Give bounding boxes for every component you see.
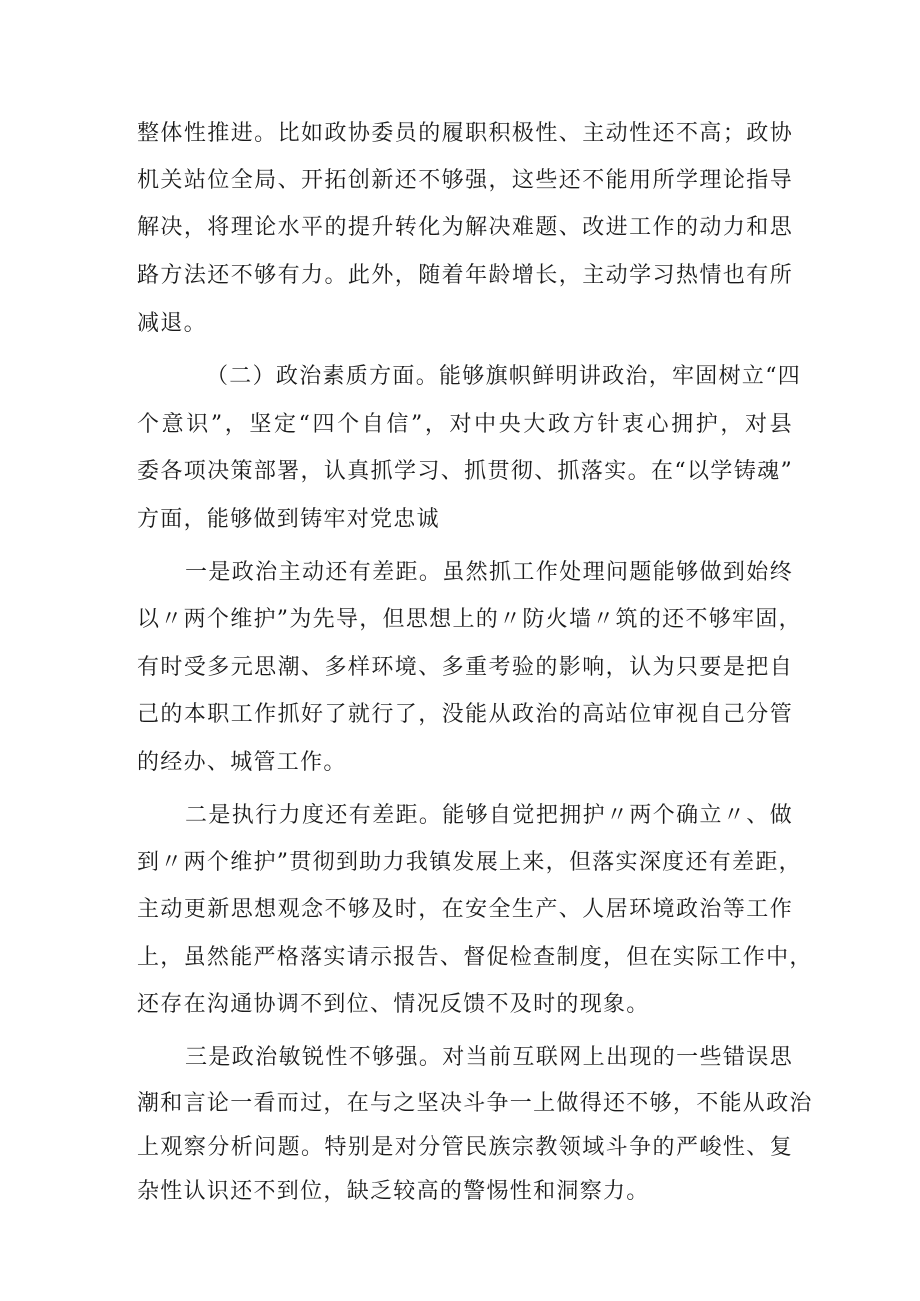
text-line: 解决，将理论水平的提升转化为解决难题、改进工作的动力和思 xyxy=(137,215,793,240)
text-line: 的经办、城管工作。 xyxy=(137,750,347,775)
text-line: 己的本职工作抓好了就行了，没能从政治的高站位审视自己分管 xyxy=(137,702,793,727)
text-line: 潮和言论一看而过，在与之坚决斗争一上做得还不够，不能从政治 xyxy=(137,1091,813,1116)
text-line: 委各项决策部署，认真抓学习、抓贯彻、抓落实。在“以学铸魂” xyxy=(137,459,793,484)
text-line: 方面，能够做到铸牢对党忠诚 xyxy=(137,507,440,532)
text-line: 上，虽然能严格落实请示报告、督促检查制度，但在实际工作中， xyxy=(137,945,813,970)
text-line: 路方法还不够有力。此外，随着年龄增长，主动学习热情也有所 xyxy=(137,263,793,288)
text-line: 上观察分析问题。特别是对分管民族宗教领域斗争的严峻性、复 xyxy=(137,1135,793,1160)
text-line: 还存在沟通协调不到位、情况反馈不及时的现象。 xyxy=(137,992,650,1017)
text-line: 三是政治敏锐性不够强。对当前互联网上出现的一些错误思 xyxy=(185,1045,793,1070)
text-line: 到〃两个维护”贯彻到助力我镇发展上来，但落实深度还有差距， xyxy=(137,850,802,875)
text-line: 主动更新思想观念不够及时，在安全生产、人居环境政治等工作 xyxy=(137,897,793,922)
text-line: 个意识”，坚定“四个自信”，对中央大政方针衷心拥护，对县 xyxy=(137,412,793,437)
text-line: 二是执行力度还有差距。能够自觉把拥护〃两个确立〃、做 xyxy=(185,803,793,828)
text-line: 整体性推进。比如政协委员的履职积极性、主动性还不高；政协 xyxy=(137,121,793,146)
text-line: 杂性认识还不到位，缺乏较高的警惕性和洞察力。 xyxy=(137,1179,650,1204)
text-line: 机关站位全局、开拓创新还不够强，这些还不能用所学理论指导 xyxy=(137,168,793,193)
text-line: （二）政治素质方面。能够旗帜鲜明讲政治，牢固树立“四 xyxy=(206,364,802,389)
text-line: 以〃两个维护”为先导，但思想上的〃防火墙〃筑的还不够牢固， xyxy=(137,607,802,632)
text-line: 有时受多元思潮、多样环境、多重考验的影响，认为只要是把自 xyxy=(137,655,793,680)
text-line: 减退。 xyxy=(137,311,207,336)
text-line: 一是政治主动还有差距。虽然抓工作处理问题能够做到始终 xyxy=(185,560,793,585)
